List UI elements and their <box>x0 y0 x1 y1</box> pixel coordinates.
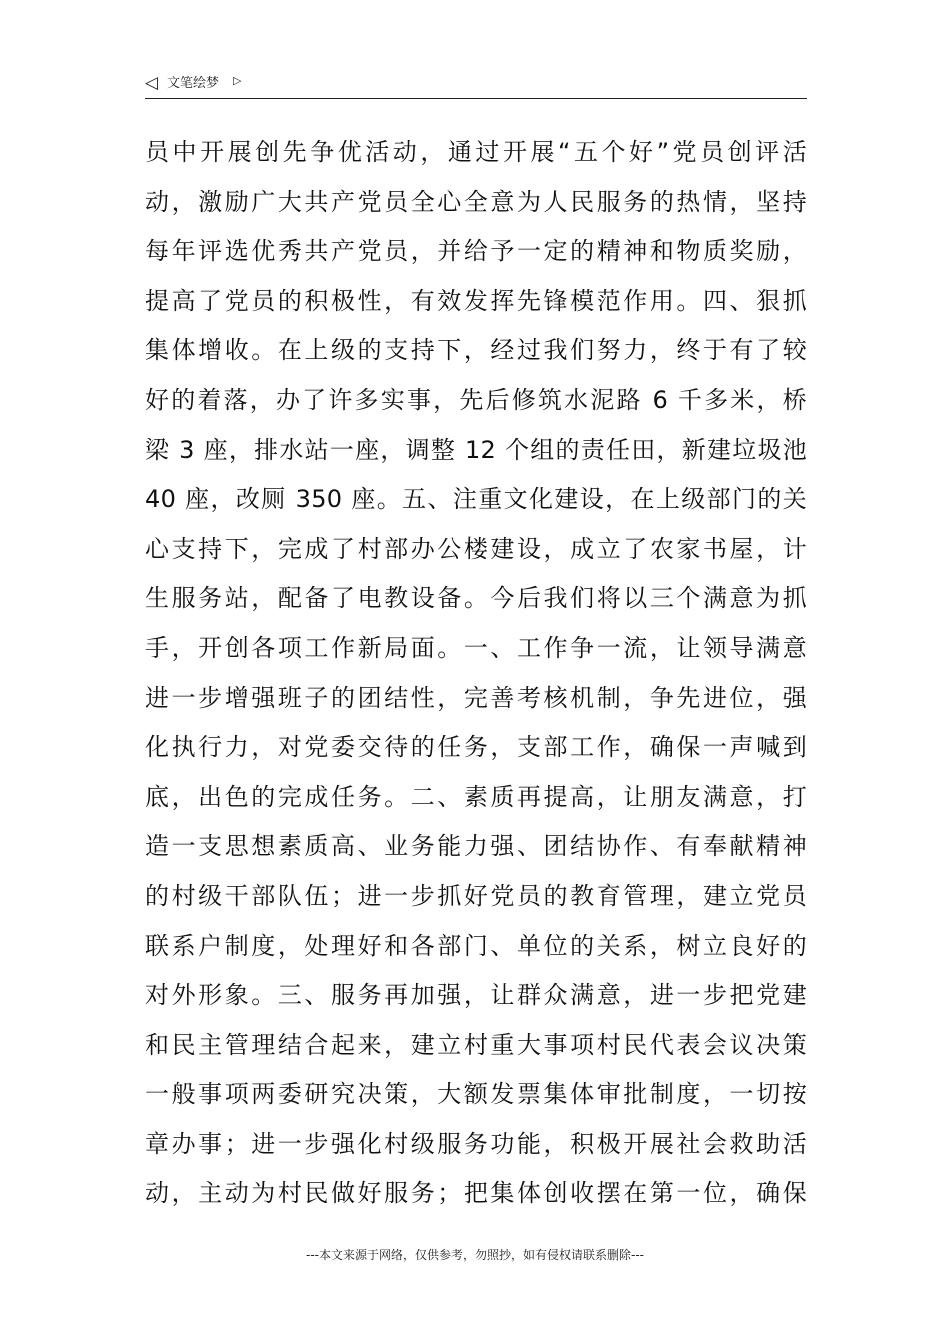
text-line: 40 座，改厕 350 座。五、注重文化建设，在上级部门的关 <box>145 485 807 514</box>
page-header <box>145 72 807 99</box>
text-line: 对外形象。三、服务再加强，让群众满意，进一步把党建 <box>145 981 807 1010</box>
text-line: 化执行力，对党委交待的任务，支部工作，确保一声喊到 <box>145 733 807 762</box>
text-line: 动，激励广大共产党员全心全意为人民服务的热情，坚持 <box>145 187 807 216</box>
text-line: 和民主管理结合起来，建立村重大事项村民代表会议决策 <box>145 1030 807 1059</box>
text-line: 提高了党员的积极性，有效发挥先锋模范作用。四、狠抓 <box>145 286 807 315</box>
text-line: 的村级干部队伍；进一步抓好党员的教育管理，建立党员 <box>145 881 807 910</box>
text-line: 心支持下，完成了村部办公楼建设，成立了农家书屋，计 <box>145 534 807 563</box>
text-line: 梁 3 座，排水站一座，调整 12 个组的责任田，新建垃圾池 <box>145 435 807 464</box>
text-line: 底，出色的完成任务。二、素质再提高，让朋友满意，打 <box>145 782 807 811</box>
text-line: 生服务站，配备了电教设备。今后我们将以三个满意为抓 <box>145 584 807 613</box>
text-line: 动，主动为村民做好服务；把集体创收摆在第一位，确保 <box>145 1179 807 1208</box>
text-line: 员中开展创先争优活动，通过开展“五个好”党员创评活 <box>145 138 807 166</box>
triangle-right-icon: ▷ <box>233 74 242 87</box>
triangle-left-icon: ◁ <box>145 73 159 93</box>
body-text <box>145 128 807 1219</box>
text-line: 进一步增强班子的团结性，完善考核机制，争先进位，强 <box>145 683 807 712</box>
page-footer: ---本文来源于网络，仅供参考，勿照抄，如有侵权请联系删除--- <box>306 1248 644 1262</box>
text-line: 造一支思想素质高、业务能力强、团结协作、有奉献精神 <box>145 832 807 861</box>
text-line: 好的着落，办了许多实事，先后修筑水泥路 6 千多米，桥 <box>145 385 807 414</box>
text-line: 每年评选优秀共产党员，并给予一定的精神和物质奖励， <box>145 237 807 266</box>
text-line: 联系户制度，处理好和各部门、单位的关系，树立良好的 <box>145 931 807 960</box>
text-line: 手，开创各项工作新局面。一、工作争一流，让领导满意 <box>145 633 807 662</box>
text-line: 集体增收。在上级的支持下，经过我们努力，终于有了较 <box>145 336 807 365</box>
text-line: 一般事项两委研究决策，大额发票集体审批制度，一切按 <box>145 1080 807 1109</box>
header-title: 文笔绘梦 <box>167 76 220 91</box>
text-line: 章办事；进一步强化村级服务功能，积极开展社会救助活 <box>145 1129 807 1158</box>
